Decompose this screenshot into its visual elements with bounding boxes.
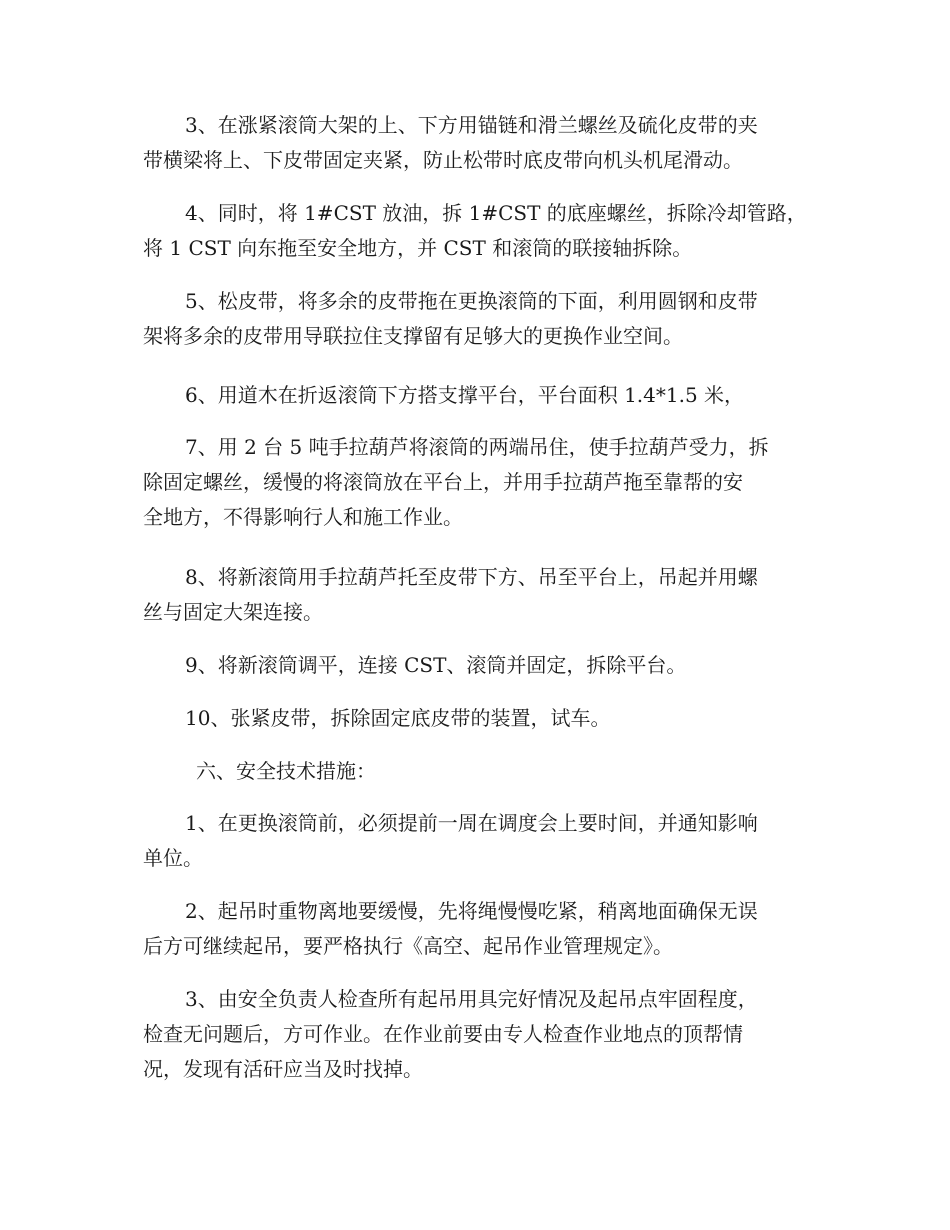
- text-line: 9、将新滚筒调平，连接 CST、滚筒并固定，拆除平台。: [185, 653, 687, 677]
- text-line: 1、在更换滚筒前，必须提前一周在调度会上要时间，并通知影响: [185, 811, 758, 835]
- paragraph-step-10: [143, 701, 813, 736]
- text-line: 5、松皮带，将多余的皮带拖在更换滚筒的下面，利用圆钢和皮带: [185, 289, 758, 313]
- text-line: 后方可继续起吊，要严格执行《高空、起吊作业管理规定》。: [143, 934, 673, 958]
- section-heading: [143, 754, 813, 789]
- text-line: 10、张紧皮带，拆除固定底皮带的装置，试车。: [185, 706, 611, 730]
- paragraph-safety-2: [143, 894, 813, 964]
- text-line: 况，发现有活矸应当及时找掉。: [143, 1057, 423, 1081]
- paragraph-step-6: [143, 378, 813, 413]
- paragraph-step-9: [143, 648, 813, 683]
- paragraph-step-4: [143, 196, 813, 266]
- text-line: 丝与固定大架连接。: [143, 600, 323, 624]
- text-line: 8、将新滚筒用手拉葫芦托至皮带下方、吊至平台上，吊起并用螺: [185, 565, 758, 589]
- text-line: 3、由安全负责人检查所有起吊用具完好情况及起吊点牢固程度，: [185, 987, 758, 1011]
- text-line: 单位。: [143, 846, 203, 870]
- text-line: 带横梁将上、下皮带固定夹紧，防止松带时底皮带向机头机尾滑动。: [143, 148, 743, 172]
- paragraph-safety-1: [143, 806, 813, 876]
- paragraph-step-5: [143, 284, 813, 354]
- text-line: 2、起吊时重物离地要缓慢，先将绳慢慢吃紧，稍离地面确保无误: [185, 899, 758, 923]
- paragraph-step-3: [143, 108, 813, 178]
- paragraph-step-7: [143, 430, 813, 535]
- text-line: 架将多余的皮带用导联拉住支撑留有足够大的更换作业空间。: [143, 324, 683, 348]
- text-line: 3、在涨紧滚筒大架的上、下方用锚链和滑兰螺丝及硫化皮带的夹: [185, 113, 758, 137]
- section-title: 六、安全技术措施：: [196, 759, 376, 783]
- text-line: 将 1 CST 向东拖至安全地方，并 CST 和滚筒的联接轴拆除。: [143, 236, 693, 260]
- text-line: 全地方，不得影响行人和施工作业。: [143, 505, 463, 529]
- text-line: 6、用道木在折返滚筒下方搭支撑平台，平台面积 1.4*1.5 米，: [185, 383, 745, 407]
- text-line: 7、用 2 台 5 吨手拉葫芦将滚筒的两端吊住，使手拉葫芦受力，拆: [185, 435, 769, 459]
- paragraph-safety-3: [143, 982, 813, 1087]
- text-line: 4、同时，将 1#CST 放油，拆 1#CST 的底座螺丝，拆除冷却管路，: [185, 201, 807, 225]
- text-line: 检查无问题后，方可作业。在作业前要由专人检查作业地点的顶帮情: [143, 1022, 743, 1046]
- text-line: 除固定螺丝，缓慢的将滚筒放在平台上，并用手拉葫芦拖至靠帮的安: [143, 470, 743, 494]
- paragraph-step-8: [143, 560, 813, 630]
